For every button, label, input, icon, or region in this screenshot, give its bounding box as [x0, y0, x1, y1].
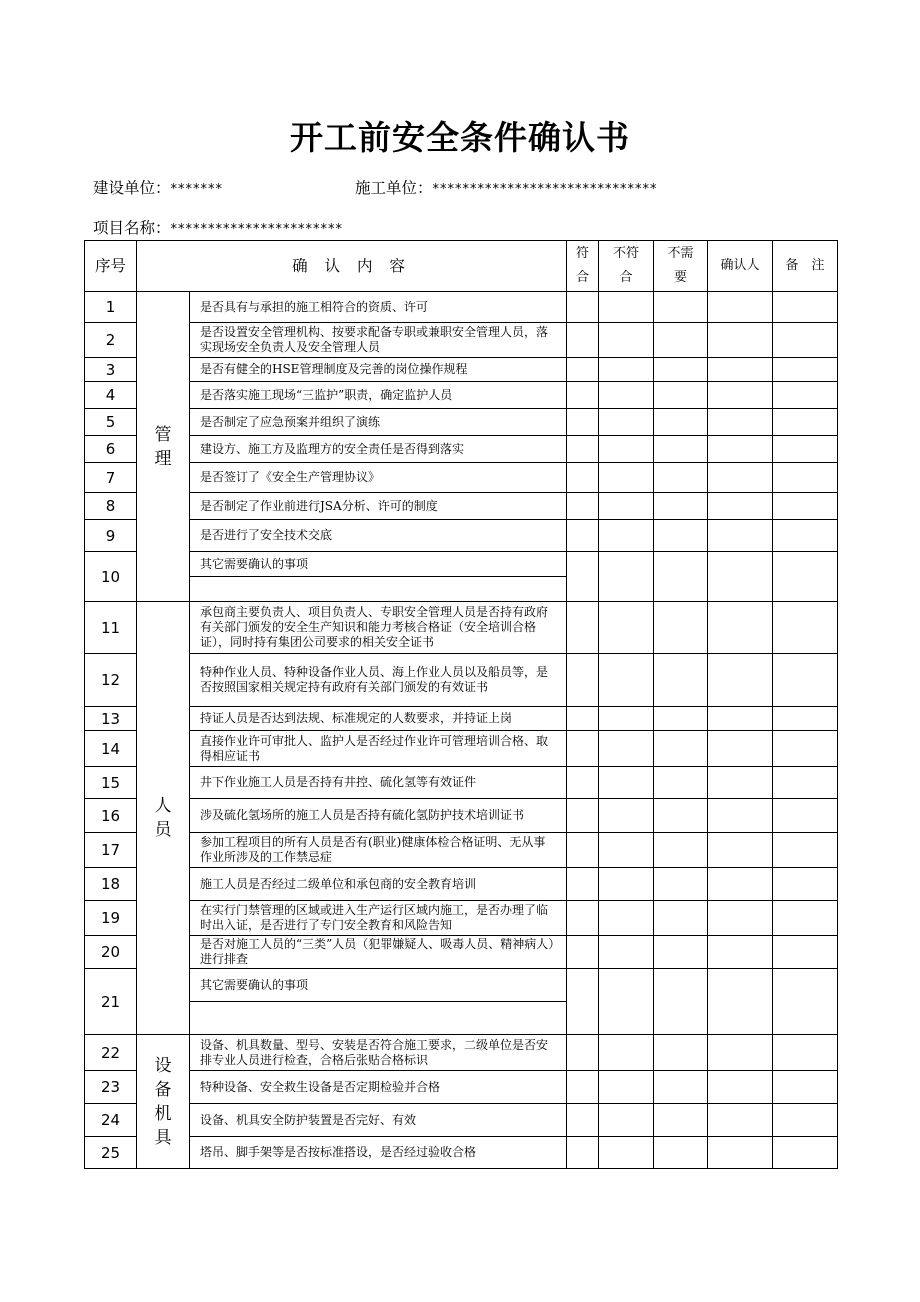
notneeded-cell[interactable] [654, 654, 708, 707]
category-char: 人 [154, 796, 172, 816]
nonconform-cell[interactable] [599, 833, 654, 868]
table-row [85, 409, 838, 436]
conform-cell[interactable] [567, 654, 599, 707]
remarks-cell[interactable] [773, 1137, 838, 1169]
nonconform-cell[interactable] [599, 799, 654, 833]
conform-cell[interactable] [567, 552, 599, 602]
row-number: 25 [85, 1137, 137, 1169]
remarks-cell[interactable] [773, 1071, 838, 1104]
nonconform-cell[interactable] [599, 602, 654, 654]
nonconform-cell[interactable] [599, 901, 654, 936]
notneeded-cell[interactable] [654, 707, 708, 731]
conform-cell[interactable] [567, 382, 599, 409]
category-personnel [137, 602, 190, 1035]
conform-cell[interactable] [567, 409, 599, 436]
conform-cell[interactable] [567, 358, 599, 382]
build-unit-label: 建设单位： [93, 179, 171, 197]
header-nonconform-line2: 合 [619, 270, 633, 285]
header-conform-line2: 合 [576, 270, 590, 285]
nonconform-cell[interactable] [599, 1071, 654, 1104]
category-equipment [137, 1035, 190, 1169]
table-row [85, 323, 838, 358]
row-content: 其它需要确认的事项 [190, 969, 567, 1002]
table-row [85, 767, 838, 799]
header-notneeded-line1: 不需 [667, 246, 694, 261]
category-char: 设 [154, 1055, 172, 1076]
table-row [85, 799, 838, 833]
blank-entry-cell[interactable] [190, 1002, 567, 1035]
remarks-cell[interactable] [773, 382, 838, 409]
table-row [85, 707, 838, 731]
table-row [85, 1035, 838, 1071]
confirmer-cell[interactable] [708, 1104, 773, 1137]
row-number: 9 [85, 520, 137, 552]
row-number: 12 [85, 654, 137, 707]
confirmer-cell[interactable] [708, 382, 773, 409]
notneeded-cell[interactable] [654, 1035, 708, 1071]
notneeded-cell[interactable] [654, 409, 708, 436]
remarks-cell[interactable] [773, 868, 838, 901]
nonconform-cell[interactable] [599, 707, 654, 731]
notneeded-cell[interactable] [654, 323, 708, 358]
header-conform [567, 241, 599, 292]
confirmer-cell[interactable] [708, 799, 773, 833]
row-number: 18 [85, 868, 137, 901]
conform-cell[interactable] [567, 799, 599, 833]
row-number: 14 [85, 731, 137, 767]
row-content: 特种作业人员、特种设备作业人员、海上作业人员以及船员等，是否按照国家相关规定持有政府有关部门颁发的有效证书 [190, 654, 567, 707]
row-content: 是否对施工人员的“三类”人员（犯罪嫌疑人、吸毒人员、精神病人）进行排查 [190, 936, 567, 969]
row-content: 建设方、施工方及监理方的安全责任是否得到落实 [190, 436, 567, 463]
table-header-row [85, 241, 838, 292]
notneeded-cell[interactable] [654, 358, 708, 382]
remarks-cell[interactable] [773, 409, 838, 436]
remarks-cell[interactable] [773, 1104, 838, 1137]
row-content: 涉及硫化氢场所的施工人员是否持有硫化氢防护技术培训证书 [190, 799, 567, 833]
remarks-cell[interactable] [773, 654, 838, 707]
row-content: 是否具有与承担的施工相符合的资质、许可 [190, 292, 567, 323]
confirmer-cell[interactable] [708, 292, 773, 323]
conform-cell[interactable] [567, 520, 599, 552]
row-content: 施工人员是否经过二级单位和承包商的安全教育培训 [190, 868, 567, 901]
notneeded-cell[interactable] [654, 767, 708, 799]
remarks-cell[interactable] [773, 552, 838, 602]
project-name-line [93, 216, 343, 238]
header-notneeded [654, 241, 708, 292]
remarks-cell[interactable] [773, 436, 838, 463]
conform-cell[interactable] [567, 323, 599, 358]
conform-cell[interactable] [567, 1035, 599, 1071]
notneeded-cell[interactable] [654, 1071, 708, 1104]
construction-unit-line [355, 176, 658, 198]
category-char: 机 [154, 1103, 172, 1124]
notneeded-cell[interactable] [654, 552, 708, 602]
confirmer-cell[interactable] [708, 436, 773, 463]
row-content: 设备、机具安全防护装置是否完好、有效 [190, 1104, 567, 1137]
remarks-cell[interactable] [773, 707, 838, 731]
category-char: 备 [154, 1079, 172, 1100]
row-content: 是否设置安全管理机构、按要求配备专职或兼职安全管理人员，落实现场安全负责人及安全管理人员 [190, 323, 567, 358]
table-row [85, 868, 838, 901]
row-number: 11 [85, 602, 137, 654]
row-number: 23 [85, 1071, 137, 1104]
project-name-value: *********************** [170, 222, 344, 237]
construction-unit-value: ****************************** [432, 182, 658, 197]
confirmer-cell[interactable] [708, 707, 773, 731]
table-row [85, 1137, 838, 1169]
remarks-cell[interactable] [773, 936, 838, 969]
row-content: 其它需要确认的事项 [190, 552, 567, 577]
conform-cell[interactable] [567, 602, 599, 654]
nonconform-cell[interactable] [599, 358, 654, 382]
notneeded-cell[interactable] [654, 463, 708, 493]
nonconform-cell[interactable] [599, 292, 654, 323]
header-content: 确 认 内 容 [137, 241, 567, 292]
row-number: 1 [85, 292, 137, 323]
notneeded-cell[interactable] [654, 936, 708, 969]
nonconform-cell[interactable] [599, 969, 654, 1035]
header-nonconform-line1: 不符 [613, 246, 640, 261]
nonconform-cell[interactable] [599, 409, 654, 436]
confirmer-cell[interactable] [708, 602, 773, 654]
table-row [85, 552, 838, 577]
remarks-cell[interactable] [773, 799, 838, 833]
row-number: 16 [85, 799, 137, 833]
table-row [85, 436, 838, 463]
category-char: 管 [154, 424, 172, 445]
confirmer-cell[interactable] [708, 969, 773, 1035]
build-unit-line [93, 176, 223, 198]
remarks-cell[interactable] [773, 463, 838, 493]
blank-entry-cell[interactable] [190, 577, 567, 602]
nonconform-cell[interactable] [599, 936, 654, 969]
row-content: 塔吊、脚手架等是否按标准搭设，是否经过验收合格 [190, 1137, 567, 1169]
row-content: 参加工程项目的所有人员是否有(职业)健康体检合格证明、无从事作业所涉及的工作禁忌症 [190, 833, 567, 868]
notneeded-cell[interactable] [654, 436, 708, 463]
row-content: 是否制定了作业前进行JSA分析、许可的制度 [190, 493, 567, 520]
row-content: 持证人员是否达到法规、标准规定的人数要求，并持证上岗 [190, 707, 567, 731]
table-row [85, 520, 838, 552]
table-row [85, 1104, 838, 1137]
row-content: 在实行门禁管理的区域或进入生产运行区域内施工，是否办理了临时出入证，是否进行了专门安全教育和风险告知 [190, 901, 567, 936]
row-content: 是否落实施工现场“三监护”职责，确定监护人员 [190, 382, 567, 409]
row-number: 22 [85, 1035, 137, 1071]
notneeded-cell[interactable] [654, 731, 708, 767]
row-content: 井下作业施工人员是否持有井控、硫化氢等有效证件 [190, 767, 567, 799]
confirmation-table [84, 240, 838, 1169]
confirmer-cell[interactable] [708, 323, 773, 358]
construction-unit-label: 施工单位： [355, 179, 433, 197]
row-number: 20 [85, 936, 137, 969]
row-content: 设备、机具数量、型号、安装是否符合施工要求，二级单位是否安排专业人员进行检查，合格后张贴合格标识 [190, 1035, 567, 1071]
table-row [85, 969, 838, 1002]
category-char: 理 [154, 448, 172, 469]
conform-cell[interactable] [567, 969, 599, 1035]
row-content: 是否进行了安全技术交底 [190, 520, 567, 552]
header-remarks: 备 注 [773, 241, 838, 292]
conform-cell[interactable] [567, 707, 599, 731]
table-row [85, 463, 838, 493]
project-name-label: 项目名称： [93, 219, 171, 237]
nonconform-cell[interactable] [599, 436, 654, 463]
confirmer-cell[interactable] [708, 901, 773, 936]
row-number: 8 [85, 493, 137, 520]
row-content: 是否签订了《安全生产管理协议》 [190, 463, 567, 493]
notneeded-cell[interactable] [654, 292, 708, 323]
conform-cell[interactable] [567, 463, 599, 493]
header-confirmer: 确认人 [708, 241, 773, 292]
row-number: 5 [85, 409, 137, 436]
header-seq: 序号 [85, 241, 137, 292]
remarks-cell[interactable] [773, 731, 838, 767]
remarks-cell[interactable] [773, 767, 838, 799]
row-content: 承包商主要负责人、项目负责人、专职安全管理人员是否持有政府有关部门颁发的安全生产知识和能力考核合格证（安全培训合格证），同时持有集团公司要求的相关安全证书 [190, 602, 567, 654]
nonconform-cell[interactable] [599, 731, 654, 767]
notneeded-cell[interactable] [654, 969, 708, 1035]
confirmer-cell[interactable] [708, 936, 773, 969]
remarks-cell[interactable] [773, 969, 838, 1035]
row-number: 15 [85, 767, 137, 799]
conform-cell[interactable] [567, 833, 599, 868]
table-row [85, 731, 838, 767]
table-row [85, 493, 838, 520]
nonconform-cell[interactable] [599, 1104, 654, 1137]
nonconform-cell[interactable] [599, 552, 654, 602]
table-row [85, 358, 838, 382]
header-nonconform [599, 241, 654, 292]
remarks-cell[interactable] [773, 833, 838, 868]
row-number: 4 [85, 382, 137, 409]
conform-cell[interactable] [567, 767, 599, 799]
confirmer-cell[interactable] [708, 463, 773, 493]
row-content: 是否制定了应急预案并组织了演练 [190, 409, 567, 436]
row-number: 13 [85, 707, 137, 731]
conform-cell[interactable] [567, 1071, 599, 1104]
nonconform-cell[interactable] [599, 520, 654, 552]
nonconform-cell[interactable] [599, 767, 654, 799]
conform-cell[interactable] [567, 1137, 599, 1169]
confirmer-cell[interactable] [708, 520, 773, 552]
notneeded-cell[interactable] [654, 493, 708, 520]
confirmer-cell[interactable] [708, 1071, 773, 1104]
nonconform-cell[interactable] [599, 1137, 654, 1169]
confirmer-cell[interactable] [708, 552, 773, 602]
nonconform-cell[interactable] [599, 463, 654, 493]
confirmer-cell[interactable] [708, 409, 773, 436]
notneeded-cell[interactable] [654, 901, 708, 936]
confirmer-cell[interactable] [708, 833, 773, 868]
row-number: 2 [85, 323, 137, 358]
confirmer-cell[interactable] [708, 731, 773, 767]
conform-cell[interactable] [567, 292, 599, 323]
table-row [85, 382, 838, 409]
remarks-cell[interactable] [773, 520, 838, 552]
remarks-cell[interactable] [773, 323, 838, 358]
notneeded-cell[interactable] [654, 1137, 708, 1169]
row-number: 7 [85, 463, 137, 493]
header-notneeded-line2: 要 [674, 270, 688, 285]
row-content: 特种设备、安全救生设备是否定期检验并合格 [190, 1071, 567, 1104]
table-row [85, 936, 838, 969]
row-number: 10 [85, 552, 137, 602]
conform-cell[interactable] [567, 1104, 599, 1137]
row-number: 19 [85, 901, 137, 936]
row-number: 6 [85, 436, 137, 463]
category-management [137, 292, 190, 602]
remarks-cell[interactable] [773, 292, 838, 323]
conform-cell[interactable] [567, 901, 599, 936]
conform-cell[interactable] [567, 868, 599, 901]
confirmer-cell[interactable] [708, 654, 773, 707]
table-row [85, 654, 838, 707]
table-row [85, 833, 838, 868]
confirmer-cell[interactable] [708, 868, 773, 901]
row-content: 直接作业许可审批人、监护人是否经过作业许可管理培训合格、取得相应证书 [190, 731, 567, 767]
remarks-cell[interactable] [773, 1035, 838, 1071]
conform-cell[interactable] [567, 731, 599, 767]
table-row [85, 292, 838, 323]
remarks-cell[interactable] [773, 493, 838, 520]
header-conform-line1: 符 [576, 246, 590, 261]
nonconform-cell[interactable] [599, 323, 654, 358]
notneeded-cell[interactable] [654, 868, 708, 901]
category-char: 员 [154, 820, 172, 840]
notneeded-cell[interactable] [654, 382, 708, 409]
conform-cell[interactable] [567, 493, 599, 520]
confirmer-cell[interactable] [708, 767, 773, 799]
notneeded-cell[interactable] [654, 833, 708, 868]
row-number: 24 [85, 1104, 137, 1137]
table-row [85, 1071, 838, 1104]
notneeded-cell[interactable] [654, 1104, 708, 1137]
remarks-cell[interactable] [773, 358, 838, 382]
remarks-cell[interactable] [773, 901, 838, 936]
notneeded-cell[interactable] [654, 520, 708, 552]
confirmer-cell[interactable] [708, 1137, 773, 1169]
nonconform-cell[interactable] [599, 1035, 654, 1071]
nonconform-cell[interactable] [599, 493, 654, 520]
table-row [85, 901, 838, 936]
row-number: 17 [85, 833, 137, 868]
nonconform-cell[interactable] [599, 654, 654, 707]
build-unit-value: ******* [170, 182, 224, 197]
confirmer-cell[interactable] [708, 358, 773, 382]
conform-cell[interactable] [567, 936, 599, 969]
nonconform-cell[interactable] [599, 382, 654, 409]
table-row [85, 602, 838, 654]
row-content: 是否有健全的HSE管理制度及完善的岗位操作规程 [190, 358, 567, 382]
nonconform-cell[interactable] [599, 868, 654, 901]
category-char: 具 [154, 1127, 172, 1148]
conform-cell[interactable] [567, 436, 599, 463]
notneeded-cell[interactable] [654, 799, 708, 833]
notneeded-cell[interactable] [654, 602, 708, 654]
document-title: 开工前安全条件确认书 [290, 118, 630, 157]
row-number: 21 [85, 969, 137, 1035]
confirmer-cell[interactable] [708, 493, 773, 520]
remarks-cell[interactable] [773, 602, 838, 654]
confirmer-cell[interactable] [708, 1035, 773, 1071]
row-number: 3 [85, 358, 137, 382]
